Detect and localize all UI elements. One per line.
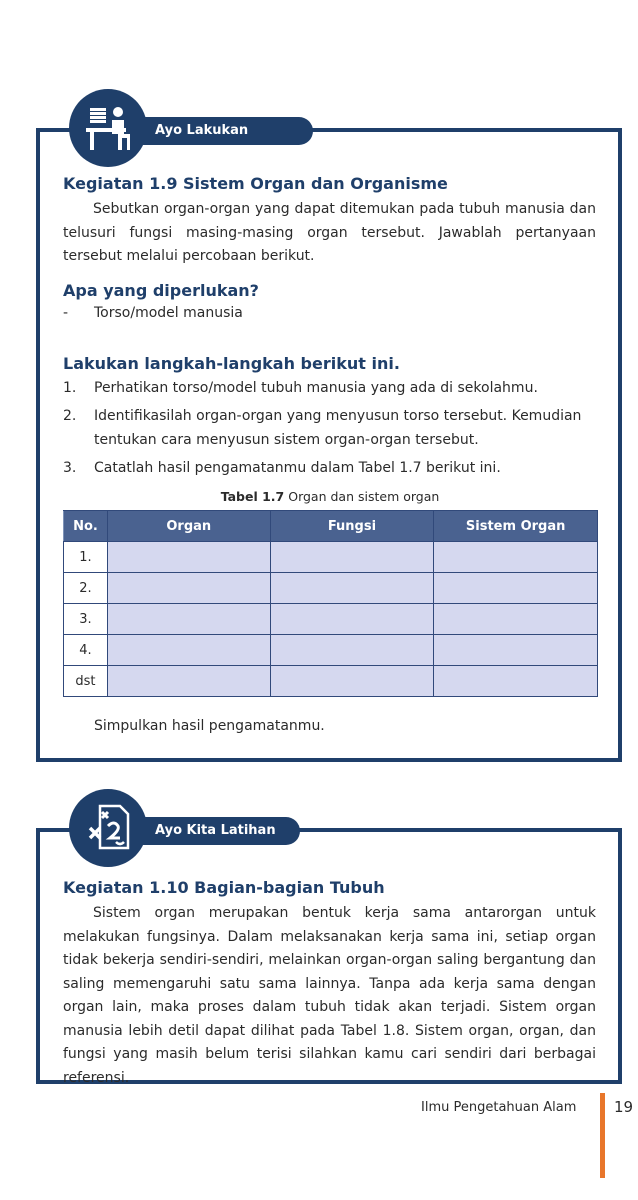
table-row [64, 573, 598, 604]
activity-title-2: Kegiatan 1.10 Bagian-bagian Tubuh [63, 878, 385, 897]
student-desk-icon [69, 89, 147, 167]
activity-paragraph-2: Sistem organ merupakan bentuk kerja sama antarorgan untuk melakukan fungsinya. Dalam melaksanakan kerja sama ini, setiap organ tidak bekerja sendiri-sendiri, melainkan organ-organ saling bergantung dan saling memengaruhi satu sama lainnya. Tanpa ada kerja sama dengan organ lain, maka proses dalam tubuh tidak akan terjadi. Sistem organ manusia lebih detil dapat dilihat pada Tabel 1.8. Sistem organ, organ, dan fungsi yang masih belum terisi silahkan kamu cari sendiri dari berbagai referensi. [63, 905, 596, 1086]
table-header-sistem-organ: Sistem Organ [434, 511, 598, 542]
needs-heading: Apa yang diperlukan? [63, 281, 259, 300]
needs-item: - Torso/model manusia [63, 305, 243, 321]
ayo-lakukan-badge: Ayo Lakukan [142, 117, 313, 145]
table-cell [107, 666, 270, 697]
row-number: dst [64, 666, 108, 697]
table-cell [434, 573, 598, 604]
table-row [64, 666, 598, 697]
organ-table [63, 510, 598, 697]
footer-accent-bar [600, 1093, 605, 1178]
table-cell [434, 542, 598, 573]
table-cell [270, 542, 434, 573]
activity-intro: Sebutkan organ-organ yang dapat ditemukan pada tubuh manusia dan telusuri fungsi masing-masing organ tersebut. Jawablah pertanyaan tersebut melalui percobaan berikut. [63, 201, 596, 264]
table-header-organ: Organ [107, 511, 270, 542]
table-cell [107, 573, 270, 604]
table-caption: Tabel 1.7 Organ dan sistem organ [220, 489, 440, 504]
step-item-2: 2. Identifikasilah organ-organ yang menyusun torso tersebut. Kemudian tentukan cara menyusun sistem organ-organ tersebut. [63, 408, 582, 448]
table-cell [107, 604, 270, 635]
row-number: 3. [64, 604, 108, 635]
row-number: 2. [64, 573, 108, 604]
step-item-1: 1. Perhatikan torso/model tubuh manusia yang ada di sekolahmu. [63, 380, 538, 396]
table-cell [107, 542, 270, 573]
table-cell [107, 635, 270, 666]
ayo-kita-latihan-badge: Ayo Kita Latihan [142, 817, 300, 845]
row-number: 1. [64, 542, 108, 573]
table-cell [270, 635, 434, 666]
table-cell [270, 604, 434, 635]
book-title: Ilmu Pengetahuan Alam [421, 1100, 577, 1115]
page-number: 19 [614, 1098, 634, 1116]
math-exercise-icon [69, 789, 147, 867]
table-header-no: No. [64, 511, 108, 542]
table-cell [434, 635, 598, 666]
table-cell [270, 666, 434, 697]
activity-title-1: Kegiatan 1.9 Sistem Organ dan Organisme [63, 174, 448, 193]
step-item-3: 3. Catatlah hasil pengamatanmu dalam Tabel 1.7 berikut ini. [63, 460, 501, 476]
table-cell [270, 573, 434, 604]
table-cell [434, 666, 598, 697]
table-row [64, 635, 598, 666]
conclusion-text: Simpulkan hasil pengamatanmu. [94, 718, 325, 734]
table-header-fungsi: Fungsi [270, 511, 434, 542]
steps-heading: Lakukan langkah-langkah berikut ini. [63, 354, 400, 373]
table-row [64, 542, 598, 573]
table-row [64, 604, 598, 635]
table-cell [434, 604, 598, 635]
row-number: 4. [64, 635, 108, 666]
